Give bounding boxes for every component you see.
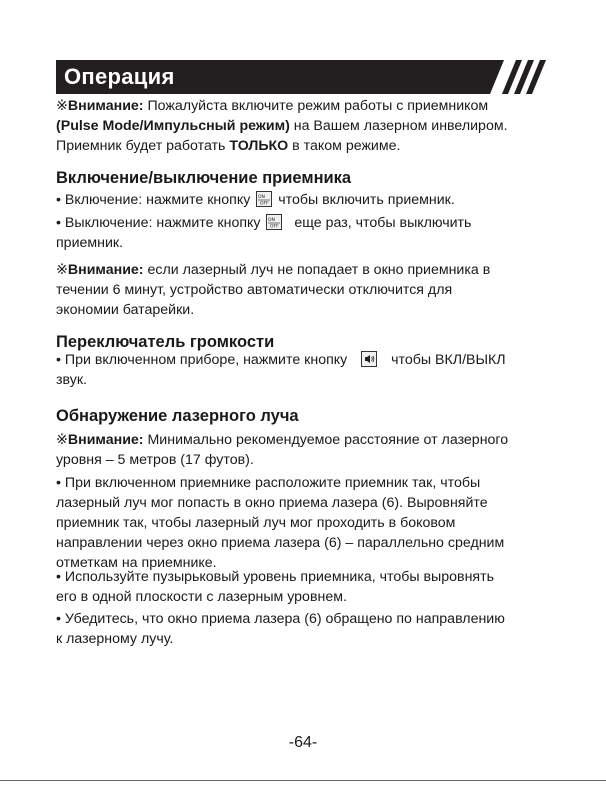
paragraph-line: направлении через окно приема лазера (6) – параллельно средним (56, 535, 505, 551)
on-off-button-icon (256, 191, 272, 207)
page-title: Операция (64, 64, 175, 89)
power-off-text: еще раз, чтобы выключить (294, 215, 472, 231)
page-number: -64- (288, 734, 318, 751)
note-mark: ※ (56, 98, 68, 114)
note-text: уровня – 5 метров (17 футов). (56, 452, 254, 468)
detection-paragraph-2 (56, 567, 552, 607)
volume-text: звук. (56, 372, 87, 388)
detection-heading: Обнаружение лазерного луча (56, 407, 299, 425)
detection-note (56, 430, 552, 470)
power-on-text: • Включение: нажмите кнопку (56, 192, 251, 208)
speaker-button-icon (361, 351, 377, 367)
note-text: экономии батарейки. (56, 302, 195, 318)
paragraph-line: отметкам на приемнике. (56, 555, 217, 571)
note-text: на Вашем лазерном инвелиром. (289, 118, 508, 134)
on-off-button-icon (266, 214, 282, 230)
power-off-text: приемник. (56, 235, 124, 251)
power-on-text: чтобы включить приемник. (278, 192, 455, 208)
note-mark: ※ (56, 432, 68, 448)
volume-text: • При включенном приборе, нажмите кнопку (56, 352, 348, 368)
note-text: если лазерный луч не попадает в окно приемника в (143, 262, 491, 278)
paragraph-line: приемник так, чтобы лазерный луч мог проходить в боковом (56, 515, 456, 531)
only-emphasis: ТОЛЬКО (229, 138, 289, 154)
note-label: Внимание: (67, 98, 144, 114)
note-text: Приемник будет работать (56, 138, 230, 154)
note-text: Пожалуйста включите режим работы с приемником (143, 98, 489, 114)
intro-note (56, 96, 552, 156)
note-mark: ※ (56, 262, 68, 278)
note-text: в таком режиме. (288, 138, 401, 154)
paragraph-line: • Убедитесь, что окно приема лазера (6) обращено по направлению (56, 611, 505, 627)
note-text: Минимально рекомендуемое расстояние от лазерного (143, 432, 509, 448)
power-off-line (56, 213, 552, 253)
section-header-bar (56, 60, 546, 94)
power-note (56, 260, 552, 320)
detection-paragraph-3 (56, 609, 552, 649)
note-text: течении 6 минут, устройство автоматически отключится для (56, 282, 453, 298)
volume-heading: Переключатель громкости (56, 333, 275, 351)
power-on-line (56, 190, 552, 210)
volume-text: чтобы ВКЛ/ВЫКЛ (391, 352, 506, 368)
detection-paragraph-1 (56, 473, 552, 573)
svg-text:ON: ON (268, 218, 276, 223)
bottom-divider (0, 780, 606, 781)
pulse-mode-label: (Pulse Mode/Импульсный режим) (56, 118, 290, 134)
decorative-slashes-icon (484, 60, 546, 94)
paragraph-line: лазерный луч мог попасть в окно приема лазера (6). Выровняйте (56, 495, 488, 511)
svg-text:OFF: OFF (270, 224, 280, 229)
volume-line (56, 350, 552, 390)
note-label: Внимание: (67, 432, 144, 448)
power-heading: Включение/выключение приемника (56, 169, 352, 187)
paragraph-line: к лазерному лучу. (56, 631, 174, 647)
svg-text:OFF: OFF (260, 201, 269, 206)
svg-text:ON: ON (258, 195, 266, 200)
paragraph-line: • Используйте пузырьковый уровень приемника, чтобы выровнять (56, 569, 494, 585)
power-off-text: • Выключение: нажмите кнопку (56, 215, 261, 231)
note-label: Внимание: (67, 262, 144, 278)
paragraph-line: • При включенном приемнике расположите приемник так, чтобы (56, 475, 481, 491)
paragraph-line: его в одной плоскости с лазерным уровнем. (56, 589, 347, 605)
